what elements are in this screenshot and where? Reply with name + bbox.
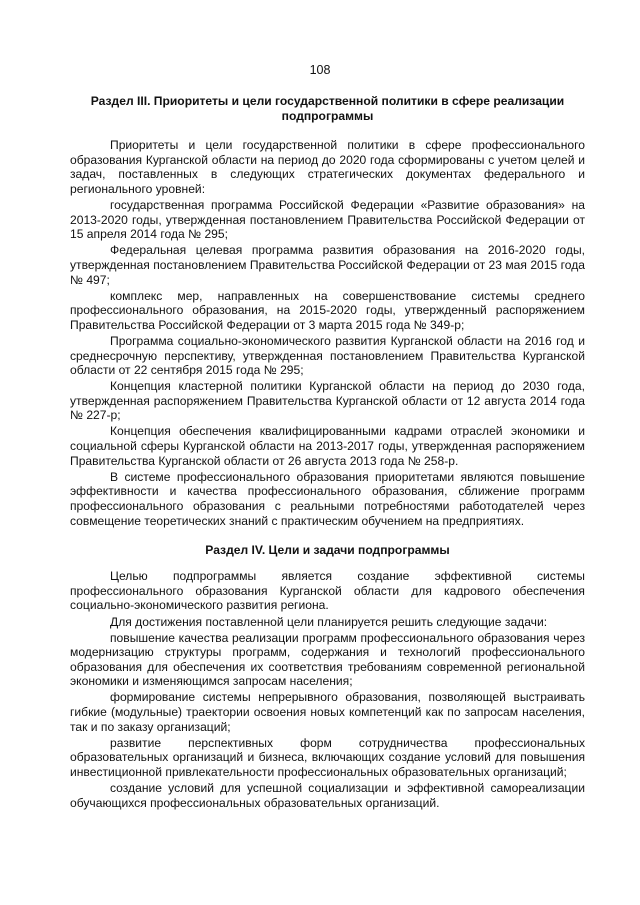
- list-item: формирование системы непрерывного образования, позволяющей выстраивать гибкие (модульные) траектории освоения новых компетенций как по запросам населения, так и по заказу организаций;: [70, 690, 585, 734]
- list-item: комплекс мер, направленных на совершенствование системы среднего профессионального образования, на 2015-2020 годы, утвержденный распоряжением Правительства Российской Федерации от 3 марта 2015 года № 349-р;: [70, 288, 585, 332]
- section-4-body: [70, 569, 585, 810]
- list-item: создание условий для успешной социализации и эффективной самореализации обучающихся профессиональных образовательных организаций.: [70, 781, 585, 810]
- section-3-title: Раздел III. Приоритеты и цели государственной политики в сфере реализации подпрограммы: [90, 94, 565, 123]
- document-body: [70, 94, 585, 812]
- page-number: 108: [309, 63, 331, 77]
- paragraph: В системе профессионального образования приоритетами являются повышение эффективности и качества профессионального образования, сближение программ профессионального образования с реальными потребностями работодателей через совмещение теоретических знаний с практическим обучением на предприятиях.: [70, 469, 585, 528]
- list-item: повышение качества реализации программ профессионального образования через модернизацию структуры программ, содержания и технологий профессионального образования для обеспечения их соответствия требованиям современной региональной экономики и изменяющимся запросам населения;: [70, 630, 585, 689]
- paragraph: Целью подпрограммы является создание эффективной системы профессионального образования Курганской области для кадрового обеспечения социально-экономического развития региона.: [70, 569, 585, 613]
- list-item: государственная программа Российской Федерации «Развитие образования» на 2013-2020 годы, утвержденная постановлением Правительства Российской Федерации от 15 апреля 2014 года № 295;: [70, 198, 585, 242]
- section-3-body: [70, 138, 585, 528]
- section-4-title: Раздел IV. Цели и задачи подпрограммы: [205, 542, 450, 557]
- paragraph: Для достижения поставленной цели планируется решить следующие задачи:: [110, 614, 548, 629]
- list-item: развитие перспективных форм сотрудничества профессиональных образовательных организаций и бизнеса, включающих создание условий для повышения инвестиционной привлекательности профессиональных образовательных организаций;: [70, 735, 585, 779]
- list-item: Федеральная целевая программа развития образования на 2016-2020 годы, утвержденная постановлением Правительства Российской Федерации от 23 мая 2015 года № 497;: [70, 243, 585, 287]
- list-item: Программа социально-экономического развития Курганской области на 2016 год и среднесрочную перспективу, утвержденная постановлением Правительства Курганской области от 22 сентября 2015 года № 295;: [70, 333, 585, 378]
- list-item: Концепция обеспечения квалифицированными кадрами отраслей экономики и социальной сферы Курганской области на 2013-2017 годы, утвержденная распоряжением Правительства Курганской области от 26 августа 2013 года № 258-р.: [70, 424, 585, 468]
- paragraph: Приоритеты и цели государственной политики в сфере профессионального образования Курганской области на период до 2020 года сформированы с учетом целей и задач, поставленных в следующих стратегических документах федерального и регионального уровней:: [70, 138, 585, 196]
- list-item: Концепция кластерной политики Курганской области на период до 2030 года, утвержденная распоряжением Правительства Курганской области от 12 августа 2014 года № 227-р;: [70, 379, 585, 423]
